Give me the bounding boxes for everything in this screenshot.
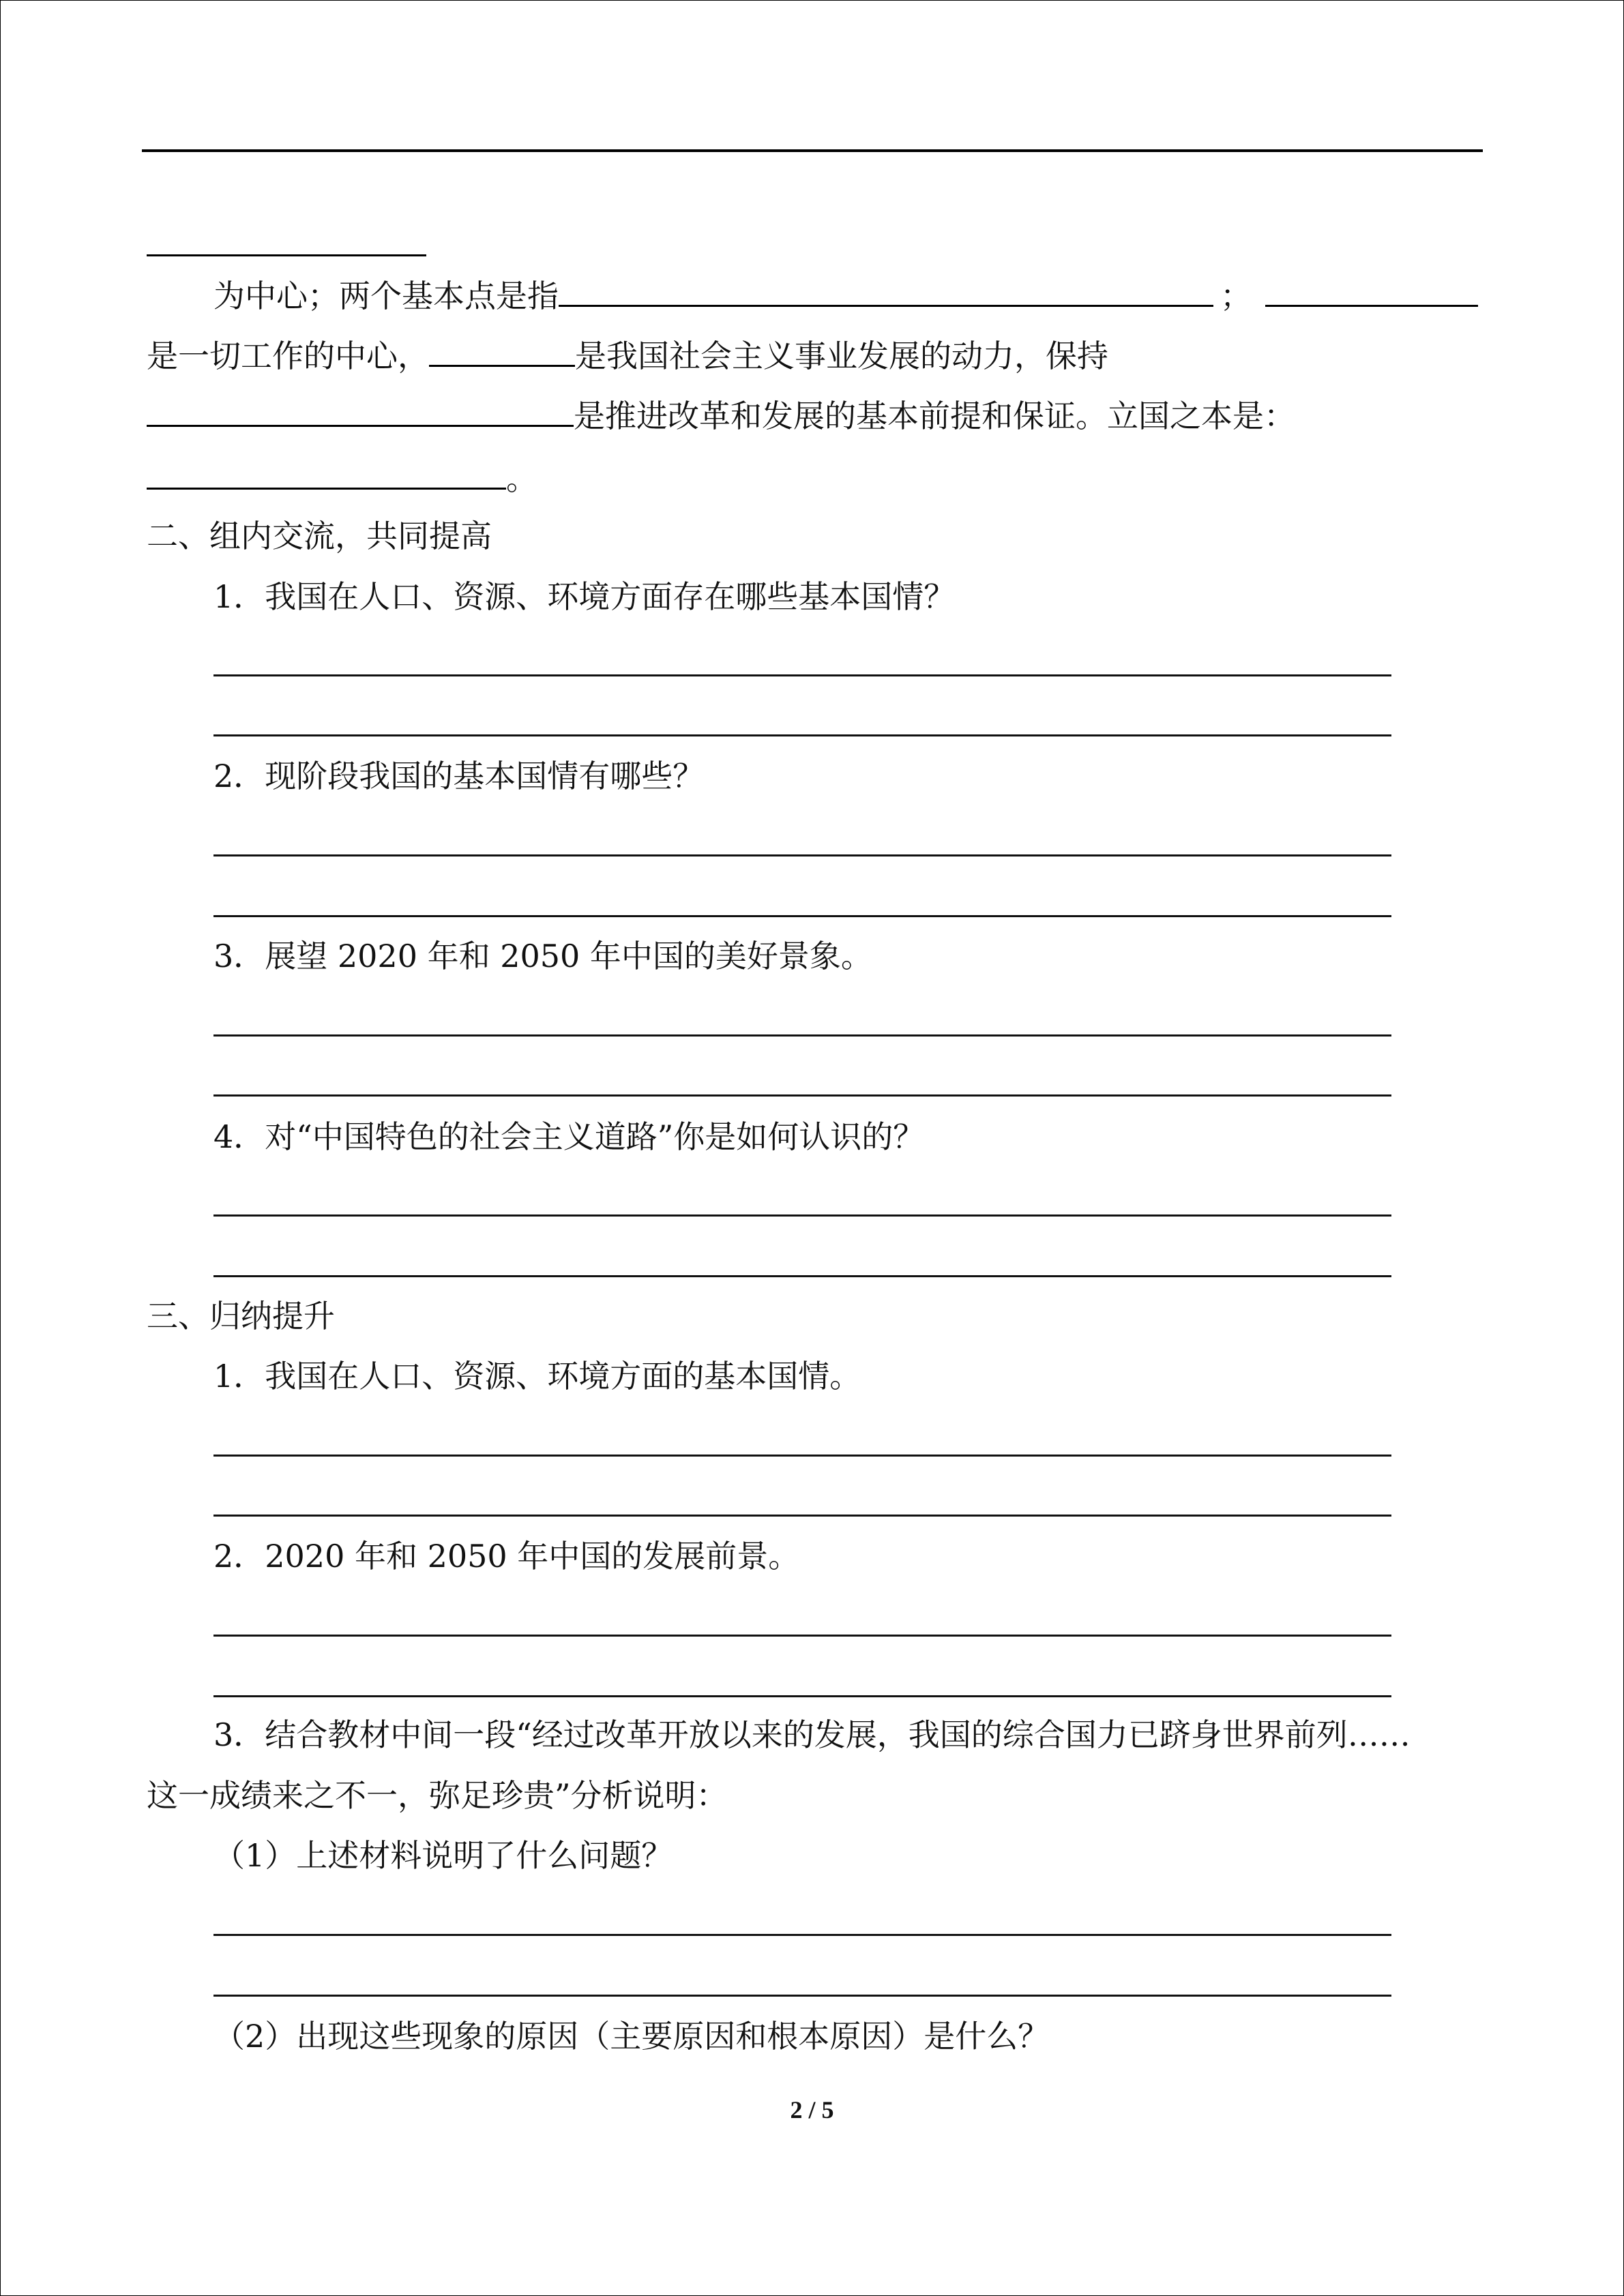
blank-field[interactable] xyxy=(559,276,1213,307)
fill-in-text: 是一切工作的中心， xyxy=(147,338,429,374)
answer-line[interactable] xyxy=(213,1275,1391,1277)
answer-line[interactable] xyxy=(213,1995,1391,1997)
fill-in-text: 是推进改革和发展的基本前提和保证。立国之本是： xyxy=(574,398,1295,434)
page-number: 2 / 5 xyxy=(790,2096,834,2123)
question-continuation: 这一成绩来之不一，弥足珍贵”分析说明： xyxy=(147,1777,728,1814)
blank-field[interactable] xyxy=(147,226,426,256)
sub-question: （2）出现这些现象的原因（主要原因和根本原因）是什么？ xyxy=(213,2018,1050,2055)
fill-in-text: ； xyxy=(1220,278,1252,314)
answer-line[interactable] xyxy=(213,1635,1391,1637)
answer-line[interactable] xyxy=(213,1934,1391,1936)
section-title: 二、组内交流，共同提高 xyxy=(147,518,492,554)
fill-in-text: 。 xyxy=(506,460,537,497)
question: 2．2020 年和 2050 年中国的发展前景。 xyxy=(213,1538,800,1575)
fill-in-text: 为中心；两个基本点是指 xyxy=(213,278,559,314)
answer-line[interactable] xyxy=(213,734,1391,736)
sub-question: （1）上述材料说明了什么问题？ xyxy=(213,1837,673,1874)
answer-line[interactable] xyxy=(213,1515,1391,1517)
question: 3．展望 2020 年和 2050 年中国的美好景象。 xyxy=(213,938,872,974)
answer-line[interactable] xyxy=(213,915,1391,917)
fill-in-line xyxy=(213,275,1478,316)
fill-in-text: 是我国社会主义事业发展的动力，保持 xyxy=(575,338,1108,374)
header-rule xyxy=(142,149,1483,152)
answer-line[interactable] xyxy=(213,1034,1391,1037)
blank-field[interactable] xyxy=(147,459,506,490)
question: 1．我国在人口、资源、环境方面的基本国情。 xyxy=(213,1358,861,1395)
question: 3．结合教材中间一段“经过改革开放以来的发展，我国的综合国力已跻身世界前列…… xyxy=(213,1716,1411,1753)
answer-line[interactable] xyxy=(213,1214,1391,1217)
answer-line[interactable] xyxy=(213,854,1391,856)
blank-field[interactable] xyxy=(429,336,575,367)
fill-in-line xyxy=(147,336,1108,376)
fill-in-line xyxy=(147,458,537,499)
answer-line[interactable] xyxy=(213,1455,1391,1457)
section-title: 三、归纳提升 xyxy=(147,1298,335,1335)
answer-line[interactable] xyxy=(213,1094,1391,1097)
question: 4．对“中国特色的社会主义道路”你是如何认识的？ xyxy=(213,1118,925,1155)
answer-line[interactable] xyxy=(213,1695,1391,1697)
answer-line[interactable] xyxy=(213,674,1391,676)
blank-field[interactable] xyxy=(147,396,574,427)
blank-field[interactable] xyxy=(1265,276,1478,307)
question: 2．现阶段我国的基本国情有哪些？ xyxy=(213,758,705,794)
question: 1．我国在人口、资源、环境方面存在哪些基本国情？ xyxy=(213,578,956,615)
fill-in-line xyxy=(147,396,1295,436)
